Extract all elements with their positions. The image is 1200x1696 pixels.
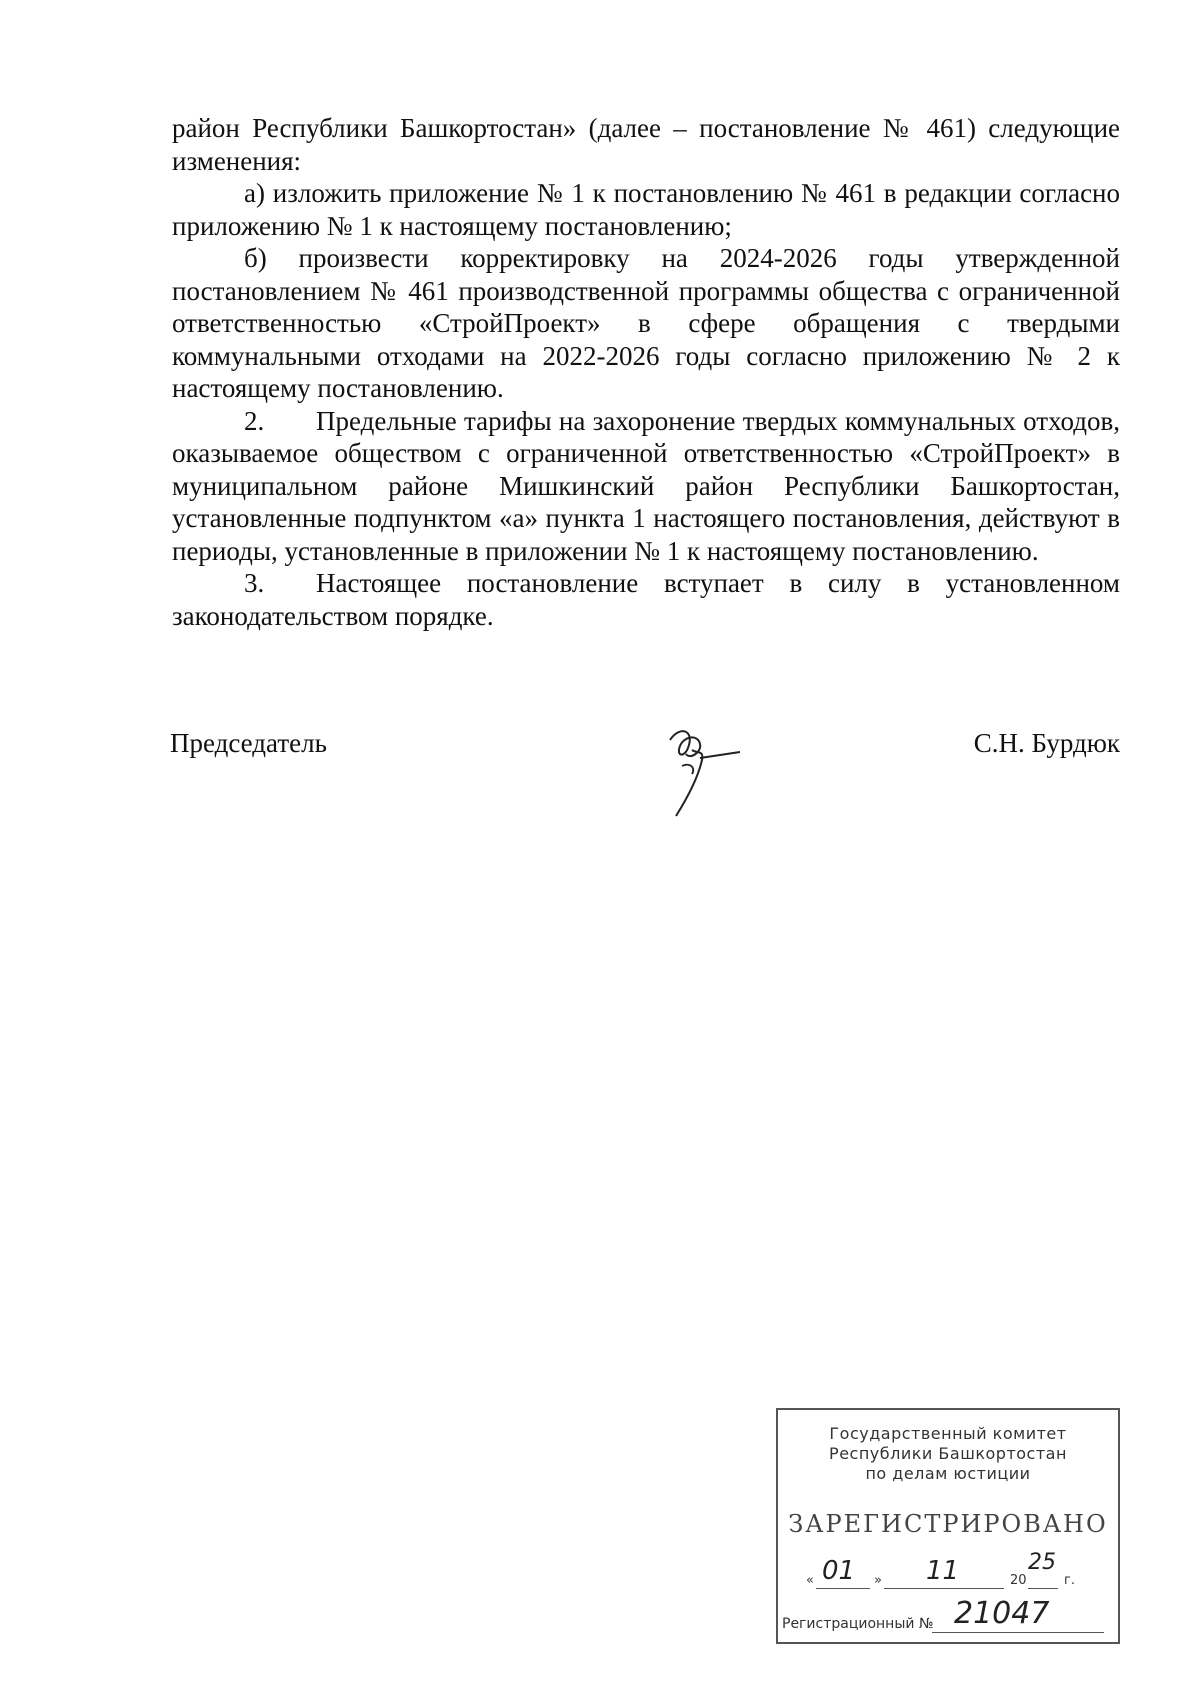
item-2-text: Предельные тарифы на захоронение твердых коммунальных отходов, оказываемое обществом с ограниченной ответственностью «СтройПроект» в муниципальном районе Мишкинский район Республики Башкортостан, установленные подпунктом «а» пункта 1 настоящего постановления, действуют в периоды, установленные в приложении № 1 к настоящему постановлению. — [172, 405, 1120, 566]
registration-stamp — [776, 1408, 1120, 1644]
handwritten-signature-icon — [640, 720, 760, 820]
stamp-day: 01 — [822, 1556, 856, 1586]
paragraph-a: а) изложить приложение № 1 к постановлению № 461 в редакции согласно приложению № 1 к настоящему постановлению; — [172, 178, 1120, 241]
stamp-reg-number: 21047 — [954, 1596, 1050, 1631]
signature-block — [170, 728, 1120, 828]
stamp-registered-label: ЗАРЕГИСТРИРОВАНО — [788, 1510, 1108, 1538]
stamp-year-unit: г. — [1064, 1573, 1075, 1588]
paragraph-intro: район Республики Башкортостан» (далее – постановление № 461) следующие изменения: — [172, 113, 1120, 176]
signatory-name: С.Н. Бурдюк — [973, 728, 1120, 758]
stamp-reg-label: Регистрационный № — [782, 1616, 934, 1632]
item-3 — [172, 567, 1120, 632]
stamp-year-suffix: 25 — [1028, 1550, 1056, 1575]
paragraph-b: б) произвести корректировку на 2024-2026 годы утвержденной постановлением № 461 производственной программы общества с ограниченной ответственностью «СтройПроект» в сфере обращения с твердыми коммунальными отходами на 2022-2026 годы согласно приложению № 2 к настоящему постановлению. — [172, 243, 1120, 403]
item-3-number: 3. — [244, 568, 265, 598]
stamp-quote-open: « — [806, 1573, 814, 1588]
stamp-org-line-2: Республики Башкортостан — [829, 1444, 1067, 1463]
stamp-org-line-3: по делам юстиции — [865, 1464, 1031, 1483]
stamp-date — [806, 1550, 1096, 1592]
stamp-quote-close: » — [874, 1573, 882, 1588]
document-body — [172, 112, 1120, 632]
stamp-registration-number — [782, 1596, 1112, 1636]
stamp-org-line-1: Государственный комитет — [829, 1424, 1067, 1443]
item-2-number: 2. — [244, 405, 265, 436]
stamp-organization — [778, 1424, 1118, 1484]
item-3-text: Настоящее постановление вступает в силу в установленном законодательством порядке. — [172, 568, 1120, 631]
signatory-title: Председатель — [170, 728, 327, 758]
item-2 — [172, 405, 1120, 568]
stamp-month: 11 — [926, 1556, 960, 1586]
stamp-year-prefix: 20 — [1010, 1573, 1027, 1588]
